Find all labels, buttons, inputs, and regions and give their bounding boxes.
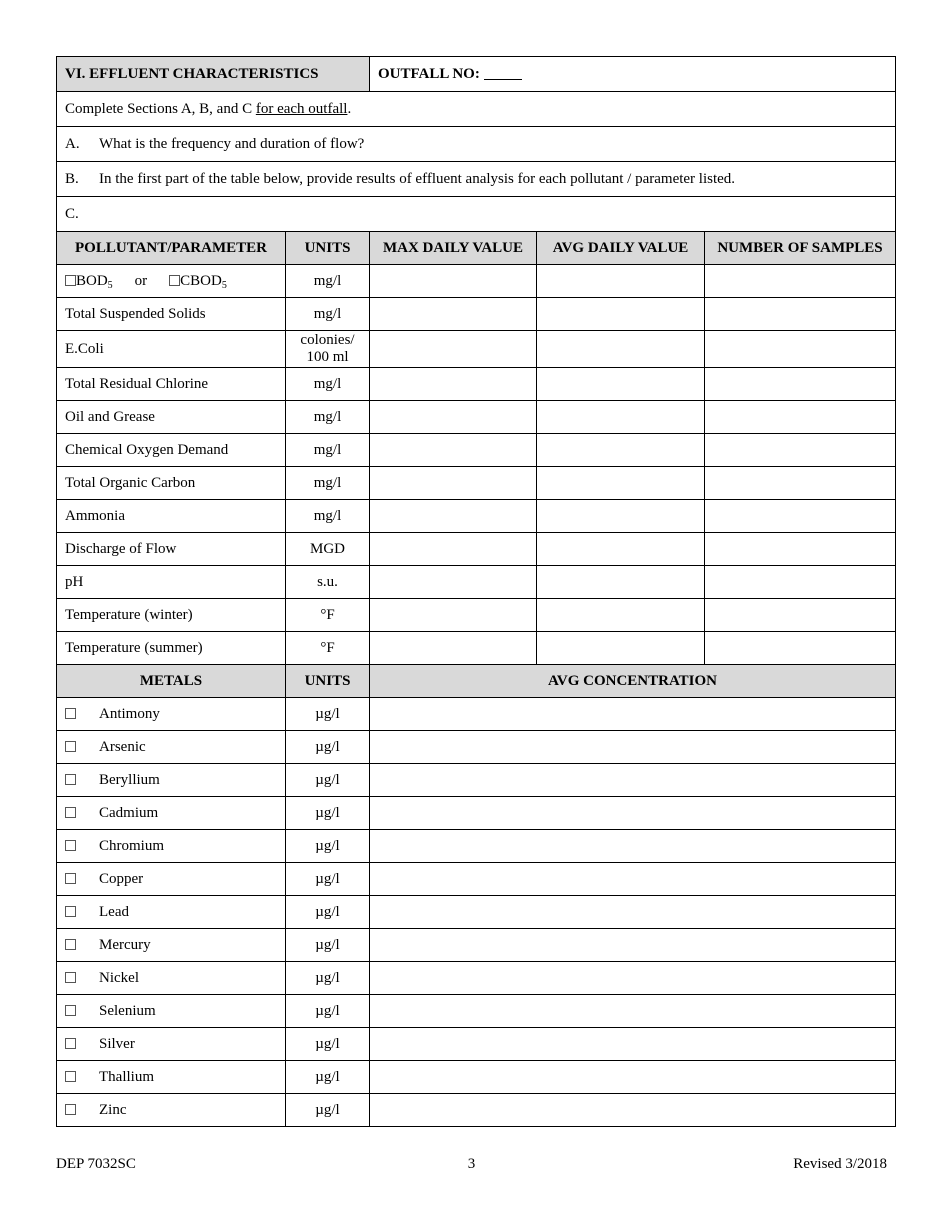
section-header-row: [57, 57, 896, 92]
table-row: [57, 632, 896, 665]
table-row: [57, 797, 896, 830]
intro-prefix: Complete Sections A, B, and C: [65, 100, 256, 117]
metal-name: Arsenic: [99, 738, 146, 755]
samples-input[interactable]: [705, 632, 896, 665]
metal-checkbox[interactable]: [65, 972, 76, 983]
avg-daily-input[interactable]: [537, 265, 705, 298]
intro-suffix: .: [347, 100, 352, 117]
avg-concentration-input[interactable]: [370, 764, 896, 797]
unit-cell: µg/l: [286, 1028, 370, 1061]
table-row: [57, 500, 896, 533]
metal-cell: [57, 929, 286, 962]
max-daily-input[interactable]: [370, 632, 537, 665]
metal-checkbox[interactable]: [65, 840, 76, 851]
avg-daily-input[interactable]: [537, 331, 705, 368]
section-title: VI. EFFLUENT CHARACTERISTICS: [57, 57, 370, 92]
avg-concentration-input[interactable]: [370, 962, 896, 995]
unit-cell: µg/l: [286, 731, 370, 764]
pollutant-name: Total Suspended Solids: [57, 298, 286, 331]
unit-cell: s.u.: [286, 566, 370, 599]
metal-checkbox[interactable]: [65, 1038, 76, 1049]
metal-checkbox[interactable]: [65, 708, 76, 719]
section-c-cell[interactable]: [57, 197, 896, 232]
table-row: [57, 896, 896, 929]
avg-concentration-input[interactable]: [370, 830, 896, 863]
bod-cell: [57, 265, 286, 298]
metal-name: Nickel: [99, 969, 139, 986]
unit-cell: µg/l: [286, 962, 370, 995]
pollutant-name: Total Residual Chlorine: [57, 368, 286, 401]
metal-cell: [57, 731, 286, 764]
pollutant-name: Ammonia: [57, 500, 286, 533]
revision-date: Revised 3/2018: [793, 1156, 887, 1172]
metals-header-row: [57, 665, 896, 698]
col-header-max-daily: MAX DAILY VALUE: [370, 232, 537, 265]
samples-input[interactable]: [705, 599, 896, 632]
max-daily-input[interactable]: [370, 500, 537, 533]
section-c-letter: C.: [65, 205, 79, 222]
table-row: [57, 929, 896, 962]
unit-cell: µg/l: [286, 797, 370, 830]
col-header-pollutant: POLLUTANT/PARAMETER: [57, 232, 286, 265]
unit-cell: mg/l: [286, 265, 370, 298]
metal-cell: [57, 764, 286, 797]
cbod-checkbox[interactable]: [169, 275, 180, 286]
avg-daily-input[interactable]: [537, 401, 705, 434]
intro-underlined: for each outfall: [255, 100, 348, 117]
metal-name: Silver: [99, 1035, 135, 1052]
table-row: [57, 1094, 896, 1127]
metal-cell: [57, 830, 286, 863]
max-daily-input[interactable]: [370, 401, 537, 434]
avg-daily-input[interactable]: [537, 368, 705, 401]
unit-cell: µg/l: [286, 764, 370, 797]
table-row: [57, 962, 896, 995]
samples-input[interactable]: [705, 265, 896, 298]
metal-name: Thallium: [99, 1068, 154, 1085]
table-row: [57, 698, 896, 731]
avg-concentration-input[interactable]: [370, 698, 896, 731]
samples-input[interactable]: [705, 467, 896, 500]
pollutant-name: pH: [57, 566, 286, 599]
col-header-metal-units: UNITS: [286, 665, 370, 698]
section-b-text: In the first part of the table below, provide results of effluent analysis for each pollutant / parameter listed.: [99, 170, 736, 187]
effluent-form-table: [56, 56, 896, 1127]
unit-cell: µg/l: [286, 995, 370, 1028]
table-row: [57, 566, 896, 599]
metal-name: Lead: [99, 903, 129, 920]
unit-cell: mg/l: [286, 434, 370, 467]
samples-input[interactable]: [705, 401, 896, 434]
table-row-bod: [57, 265, 896, 298]
unit-cell: MGD: [286, 533, 370, 566]
unit-cell: mg/l: [286, 467, 370, 500]
samples-input[interactable]: [705, 434, 896, 467]
unit-cell: mg/l: [286, 401, 370, 434]
intro-text: [57, 92, 896, 127]
unit-cell: mg/l: [286, 500, 370, 533]
unit-cell: [286, 331, 370, 368]
col-header-units: UNITS: [286, 232, 370, 265]
metal-checkbox[interactable]: [65, 1071, 76, 1082]
metal-cell: [57, 1094, 286, 1127]
pollutant-name: Chemical Oxygen Demand: [57, 434, 286, 467]
bod-subscript: 5: [107, 279, 113, 291]
max-daily-input[interactable]: [370, 331, 537, 368]
table-row: [57, 830, 896, 863]
pollutant-name: E.Coli: [57, 331, 286, 368]
metal-name: Chromium: [99, 837, 165, 854]
unit-cell: °F: [286, 632, 370, 665]
avg-concentration-input[interactable]: [370, 731, 896, 764]
pollutant-name: Temperature (summer): [57, 632, 286, 665]
unit-cell: mg/l: [286, 298, 370, 331]
table-row: [57, 401, 896, 434]
unit-line-1: colonies/: [300, 332, 355, 348]
table-row: [57, 731, 896, 764]
avg-daily-input[interactable]: [537, 298, 705, 331]
metal-name: Antimony: [99, 705, 160, 722]
section-a-text: What is the frequency and duration of flow?: [99, 135, 365, 152]
pollutant-name: Total Organic Carbon: [57, 467, 286, 500]
pollutant-name: Discharge of Flow: [57, 533, 286, 566]
metal-cell: [57, 962, 286, 995]
avg-daily-input[interactable]: [537, 434, 705, 467]
samples-input[interactable]: [705, 368, 896, 401]
avg-concentration-input[interactable]: [370, 995, 896, 1028]
page-number: 3: [467, 1156, 476, 1172]
cbod-label: CBOD: [180, 272, 222, 289]
max-daily-input[interactable]: [370, 599, 537, 632]
section-c-row: [57, 197, 896, 232]
bod-checkbox[interactable]: [65, 275, 76, 286]
unit-cell: µg/l: [286, 1094, 370, 1127]
pollutant-name: Temperature (winter): [57, 599, 286, 632]
outfall-number-field[interactable]: [484, 65, 522, 80]
samples-input[interactable]: [705, 566, 896, 599]
avg-daily-input[interactable]: [537, 632, 705, 665]
avg-concentration-input[interactable]: [370, 929, 896, 962]
samples-input[interactable]: [705, 500, 896, 533]
samples-input[interactable]: [705, 331, 896, 368]
avg-concentration-input[interactable]: [370, 1028, 896, 1061]
metal-checkbox[interactable]: [65, 807, 76, 818]
avg-daily-input[interactable]: [537, 599, 705, 632]
metal-checkbox[interactable]: [65, 1104, 76, 1115]
metal-cell: [57, 797, 286, 830]
table-row: [57, 368, 896, 401]
metal-cell: [57, 1061, 286, 1094]
unit-cell: µg/l: [286, 830, 370, 863]
unit-cell: µg/l: [286, 896, 370, 929]
avg-concentration-input[interactable]: [370, 797, 896, 830]
metal-checkbox[interactable]: [65, 906, 76, 917]
avg-concentration-input[interactable]: [370, 863, 896, 896]
metal-name: Copper: [99, 870, 144, 887]
section-a-cell[interactable]: [57, 127, 896, 162]
pollutant-header-row: [57, 232, 896, 265]
form-page: [56, 56, 895, 1127]
table-row: [57, 863, 896, 896]
unit-cell: µg/l: [286, 698, 370, 731]
table-row: [57, 298, 896, 331]
section-b-row: [57, 162, 896, 197]
metal-cell: [57, 698, 286, 731]
table-row: [57, 434, 896, 467]
metal-checkbox[interactable]: [65, 873, 76, 884]
metal-cell: [57, 863, 286, 896]
unit-cell: µg/l: [286, 863, 370, 896]
metal-name: Selenium: [99, 1002, 156, 1019]
metal-cell: [57, 1028, 286, 1061]
metal-checkbox[interactable]: [65, 939, 76, 950]
col-header-samples: NUMBER OF SAMPLES: [705, 232, 896, 265]
col-header-metals: METALS: [57, 665, 286, 698]
metal-cell: [57, 995, 286, 1028]
intro-row: [57, 92, 896, 127]
cbod-subscript: 5: [221, 279, 227, 291]
table-row: [57, 1061, 896, 1094]
avg-daily-input[interactable]: [537, 533, 705, 566]
metal-checkbox[interactable]: [65, 774, 76, 785]
table-row: [57, 995, 896, 1028]
avg-concentration-input[interactable]: [370, 896, 896, 929]
max-daily-input[interactable]: [370, 298, 537, 331]
section-a-row: [57, 127, 896, 162]
form-id: DEP 7032SC: [56, 1156, 136, 1172]
avg-concentration-input[interactable]: [370, 1094, 896, 1127]
col-header-avg-daily: AVG DAILY VALUE: [537, 232, 705, 265]
metal-checkbox[interactable]: [65, 1005, 76, 1016]
unit-cell: µg/l: [286, 1061, 370, 1094]
max-daily-input[interactable]: [370, 434, 537, 467]
max-daily-input[interactable]: [370, 467, 537, 500]
max-daily-input[interactable]: [370, 265, 537, 298]
unit-cell: µg/l: [286, 929, 370, 962]
avg-daily-input[interactable]: [537, 566, 705, 599]
max-daily-input[interactable]: [370, 533, 537, 566]
unit-cell: °F: [286, 599, 370, 632]
metal-name: Zinc: [99, 1101, 127, 1118]
metal-name: Cadmium: [99, 804, 159, 821]
max-daily-input[interactable]: [370, 368, 537, 401]
metal-name: Mercury: [99, 936, 151, 953]
samples-input[interactable]: [705, 298, 896, 331]
metal-name: Beryllium: [99, 771, 160, 788]
avg-daily-input[interactable]: [537, 467, 705, 500]
table-row: [57, 331, 896, 368]
unit-cell: mg/l: [286, 368, 370, 401]
avg-daily-input[interactable]: [537, 500, 705, 533]
section-a-letter: A.: [65, 135, 80, 152]
section-b-letter: B.: [65, 170, 79, 187]
metal-cell: [57, 896, 286, 929]
table-row: [57, 467, 896, 500]
avg-concentration-input[interactable]: [370, 1061, 896, 1094]
bod-or-label: or: [134, 272, 148, 289]
table-row: [57, 533, 896, 566]
table-row: [57, 764, 896, 797]
pollutant-name: Oil and Grease: [57, 401, 286, 434]
metal-checkbox[interactable]: [65, 741, 76, 752]
samples-input[interactable]: [705, 533, 896, 566]
table-row: [57, 599, 896, 632]
section-b-cell: [57, 162, 896, 197]
outfall-label: OUTFALL NO:: [378, 66, 480, 82]
table-row: [57, 1028, 896, 1061]
outfall-number-cell: [370, 57, 896, 92]
unit-line-2: 100 ml: [306, 349, 349, 365]
max-daily-input[interactable]: [370, 566, 537, 599]
bod-label: BOD: [76, 272, 108, 289]
col-header-avg-concentration: AVG CONCENTRATION: [370, 665, 896, 698]
